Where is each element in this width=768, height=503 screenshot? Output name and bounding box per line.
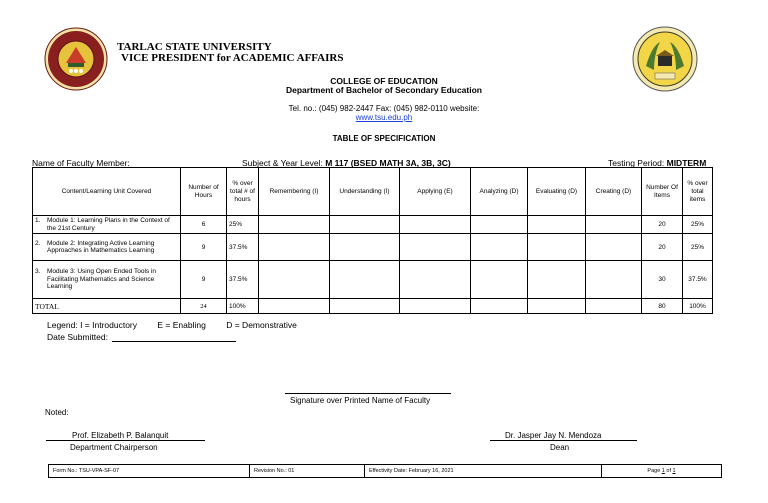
total-analyzing: [471, 299, 528, 314]
row-items: 30: [642, 261, 683, 299]
row-items: 20: [642, 234, 683, 261]
page-number: 1: [661, 468, 665, 474]
row-understanding: [330, 216, 400, 234]
row-remembering: [259, 216, 330, 234]
row-analyzing: [471, 234, 528, 261]
row-understanding: [330, 261, 400, 299]
dean-role: Dean: [550, 443, 570, 452]
total-remembering: [259, 299, 330, 314]
row-content: 2. Module 2: Integrating Active Learning Approaches in Mathematics Learning: [33, 234, 181, 261]
legend-enabling: E = Enabling: [157, 320, 206, 330]
header-content: Content/Learning Unit Covered: [33, 168, 181, 216]
total-pct-items: 100%: [683, 299, 713, 314]
total-items: 80: [642, 299, 683, 314]
total-hours: 24: [181, 299, 227, 314]
row-understanding: [330, 234, 400, 261]
row-analyzing: [471, 216, 528, 234]
row-applying: [400, 234, 471, 261]
header-pct-hours: % over total # of hours: [227, 168, 259, 216]
chairperson-signature-line: [46, 440, 205, 441]
faculty-signature-label: Signature over Printed Name of Faculty: [290, 396, 431, 405]
row-content: 3. Module 3: Using Open Ended Tools in Facilitating Mathematics and Science Learning: [33, 261, 181, 299]
row-pct-items: 25%: [683, 216, 713, 234]
specification-table: [32, 167, 713, 314]
legend-demonstrative: D = Demonstrative: [226, 320, 297, 330]
row-analyzing: [471, 261, 528, 299]
office-name: VICE PRESIDENT for ACADEMIC AFFAIRS: [121, 52, 344, 64]
page-total: 1: [672, 468, 676, 474]
date-submitted-field[interactable]: [112, 333, 236, 342]
subject-value: M 117 (BSED MATH 3A, 3B, 3C): [325, 158, 451, 168]
subject-label: Subject & Year Level:: [242, 158, 323, 168]
noted-label: Noted:: [45, 408, 69, 417]
department-name: Department of Bachelor of Secondary Education: [285, 85, 482, 95]
legend: [47, 320, 297, 330]
total-pct-hours: 100%: [227, 299, 259, 314]
header-creating: Creating (D): [586, 168, 642, 216]
total-evaluating: [528, 299, 586, 314]
row-creating: [586, 261, 642, 299]
document-title: TABLE OF SPECIFICATION: [332, 134, 436, 143]
contact-numbers: Tel. no.: (045) 982-2447 Fax: (045) 982-0110 website:: [288, 104, 480, 113]
row-evaluating: [528, 216, 586, 234]
date-submitted-label: Date Submitted:: [47, 332, 108, 342]
row-items: 20: [642, 216, 683, 234]
row-pct-hours: 37.5%: [227, 261, 259, 299]
university-heading: [117, 42, 343, 64]
revision-number: Revision No.: 01: [250, 465, 365, 477]
header-evaluating: Evaluating (D): [528, 168, 586, 216]
contact-info: [0, 104, 768, 122]
row-pct-hours: 25%: [227, 216, 259, 234]
chairperson-role: Department Chairperson: [70, 443, 158, 452]
header-pct-items: % over total items: [683, 168, 713, 216]
header-understanding: Understanding (I): [330, 168, 400, 216]
table-row: [33, 234, 713, 261]
row-creating: [586, 216, 642, 234]
dean-signature-line: [490, 440, 637, 441]
total-creating: [586, 299, 642, 314]
row-applying: [400, 216, 471, 234]
row-pct-items: 25%: [683, 234, 713, 261]
total-applying: [400, 299, 471, 314]
college-heading: [0, 77, 768, 95]
row-applying: [400, 261, 471, 299]
header-items: Number Of Items: [642, 168, 683, 216]
total-label: TOTAL: [33, 299, 181, 314]
row-hours: 6: [181, 216, 227, 234]
header-analyzing: Analyzing (D): [471, 168, 528, 216]
header-hours: Number of Hours: [181, 168, 227, 216]
row-creating: [586, 234, 642, 261]
row-pct-hours: 37.5%: [227, 234, 259, 261]
row-pct-items: 37.5%: [683, 261, 713, 299]
college-name: COLLEGE OF EDUCATION: [330, 76, 438, 86]
row-content: 1. Module 1: Learning Plans in the Context of the 21st Century: [33, 216, 181, 234]
page-indicator: Page 1 of 1: [647, 468, 676, 474]
row-evaluating: [528, 234, 586, 261]
date-submitted: [47, 332, 236, 342]
form-footer: [48, 464, 722, 478]
testing-period-label: Testing Period:: [608, 158, 665, 168]
total-row: [33, 299, 713, 314]
total-understanding: [330, 299, 400, 314]
row-remembering: [259, 234, 330, 261]
row-hours: 9: [181, 261, 227, 299]
row-hours: 9: [181, 234, 227, 261]
form-number: Form No.: TSU-VPA-SF-07: [49, 465, 250, 477]
header-remembering: Remembering (I): [259, 168, 330, 216]
table-row: [33, 261, 713, 299]
row-evaluating: [528, 261, 586, 299]
legend-introductory: Legend: I = Introductory: [47, 320, 138, 330]
effectivity-date: Effectivity Date: February 16, 2021: [365, 465, 602, 477]
testing-period-value: MIDTERM: [666, 158, 707, 168]
website-link[interactable]: www.tsu.edu.ph: [355, 113, 413, 122]
table-header-row: [33, 168, 713, 216]
row-remembering: [259, 261, 330, 299]
header-applying: Applying (E): [400, 168, 471, 216]
chairperson-name: Prof. Elizabeth P. Balanquit: [72, 431, 169, 440]
faculty-signature-line: [285, 393, 451, 394]
university-name: TARLAC STATE UNIVERSITY: [117, 41, 272, 53]
faculty-member-label: Name of Faculty Member:: [32, 158, 130, 168]
table-row: [33, 216, 713, 234]
dean-name: Dr. Jasper Jay N. Mendoza: [505, 431, 602, 440]
